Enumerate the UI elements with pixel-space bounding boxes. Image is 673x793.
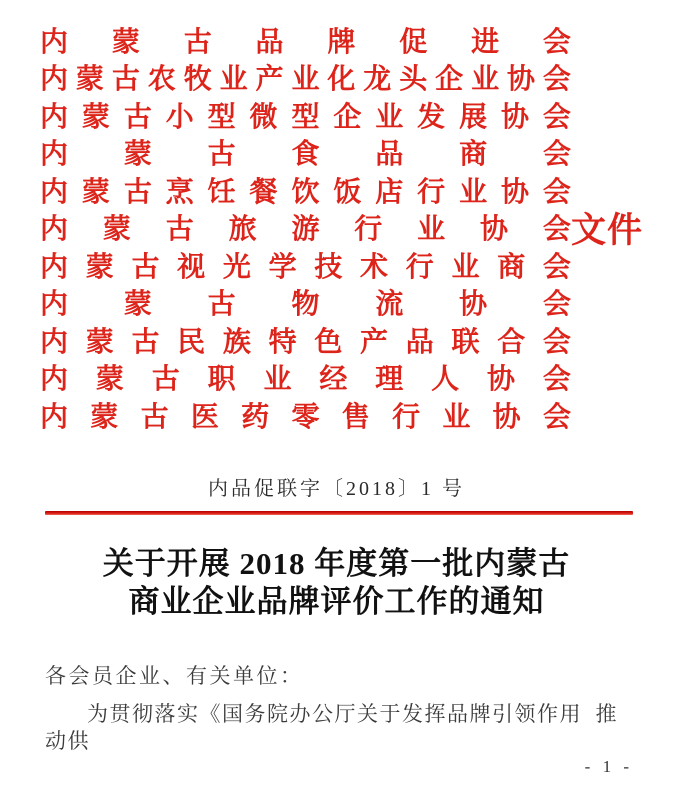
- salutation: 各会员企业、有关单位：: [45, 664, 304, 688]
- org-name-line: 内 蒙 古 视 光 学 技 术 行 业 商 会: [40, 251, 571, 283]
- org-name-line: 内 蒙 古 烹 饪 餐 饮 饭 店 行 业 协 会: [40, 176, 571, 208]
- red-divider-rule: [45, 511, 633, 515]
- body-paragraph: 为贯彻落实《国务院办公厅关于发挥品牌引领作用 推动供: [45, 702, 618, 754]
- org-name-line: 内 蒙 古 食 品 商 会: [40, 139, 571, 171]
- document-type-label: 文件: [571, 210, 644, 250]
- document-title-line2: 商业企业品牌评价工作的通知: [128, 584, 545, 619]
- document-title: [0, 545, 673, 621]
- org-name-line: 内 蒙 古 品 牌 促 进 会: [40, 26, 571, 58]
- page-number: - 1 -: [584, 757, 633, 776]
- org-name-line: 内 蒙 古 民 族 特 色 产 品 联 合 会: [40, 326, 571, 358]
- document-number: 内品促联字〔2018〕1 号: [208, 478, 465, 500]
- org-name-line: 内 蒙 古 农 牧 业 产 业 化 龙 头 企 业 协 会: [40, 64, 571, 96]
- org-name-line: 内 蒙 古 小 型 微 型 企 业 发 展 协 会: [40, 101, 571, 133]
- document-title-line1: 关于开展 2018 年度第一批内蒙古: [102, 546, 571, 581]
- letterhead-org-list: [40, 24, 571, 437]
- org-name-line: 内 蒙 古 物 流 协 会: [40, 289, 571, 321]
- org-name-line: 内 蒙 古 医 药 零 售 行 业 协 会: [40, 401, 571, 433]
- org-name-line: 内 蒙 古 旅 游 行 业 协 会: [40, 214, 571, 246]
- org-name-line: 内 蒙 古 职 业 经 理 人 协 会: [40, 364, 571, 396]
